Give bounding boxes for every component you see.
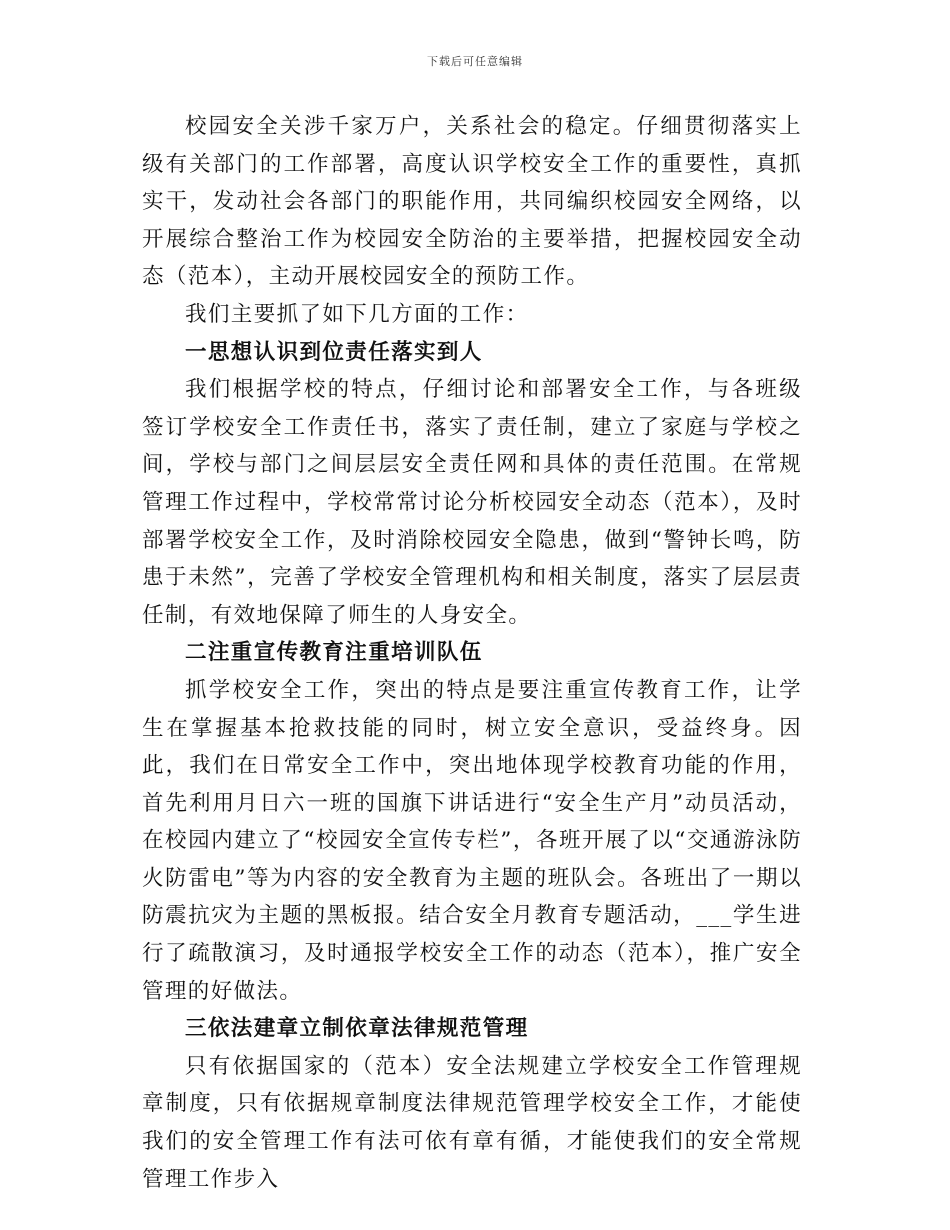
page-header-note: 下载后可任意编辑	[427, 55, 523, 68]
paragraph-summary: 我们主要抓了如下几方面的工作：	[185, 301, 529, 327]
section-heading-3: 三依法建章立制依章法律规范管理	[185, 1016, 529, 1042]
section-heading-2: 二注重宣传教育注重培训队伍	[185, 640, 483, 666]
document-body	[142, 108, 802, 1198]
paragraph-section-3: 只有依据国家的（范本）安全法规建立学校安全工作管理规章制度，只有依据规章制度法律规范管理学校安全工作，才能使我们的安全管理工作有法可依有章有循，才能使我们的安全常规管理工作步入	[142, 1053, 802, 1192]
paragraph-intro: 校园安全关涉千家万户，关系社会的稳定。仔细贯彻落实上级有关部门的工作部署，高度认识学校安全工作的重要性，真抓实干，发动社会各部门的职能作用，共同编织校园安全网络，以开展综合整治工作为校园安全防治的主要举措，把握校园安全动态（范本），主动开展校园安全的预防工作。	[142, 114, 802, 290]
paragraph-section-1: 我们根据学校的特点，仔细讨论和部署安全工作，与各班级签订学校安全工作责任书，落实了责任制，建立了家庭与学校之间，学校与部门之间层层安全责任网和具体的责任范围。在常规管理工作过程中，学校常常讨论分析校园安全动态（范本），及时部署学校安全工作，及时消除校园安全隐患，做到“警钟长鸣，防患于未然”，完善了学校安全管理机构和相关制度，落实了层层责任制，有效地保障了师生的人身安全。	[142, 377, 802, 628]
paragraph-section-2: 抓学校安全工作，突出的特点是要注重宣传教育工作，让学生在掌握基本抢救技能的同时，树立安全意识，受益终身。因此，我们在日常安全工作中，突出地体现学校教育功能的作用，首先利用月日六一班的国旗下讲话进行“安全生产月”动员活动，在校园内建立了“校园安全宣传专栏”，各班开展了以“交通游泳防火防雷电”等为内容的安全教育为主题的班队会。各班出了一期以防震抗灾为主题的黑板报。结合安全月教育专题活动，___学生进行了疏散演习，及时通报学校安全工作的动态（范本），推广安全管理的好做法。	[142, 677, 802, 1004]
section-heading-1: 一思想认识到位责任落实到人	[185, 339, 483, 365]
